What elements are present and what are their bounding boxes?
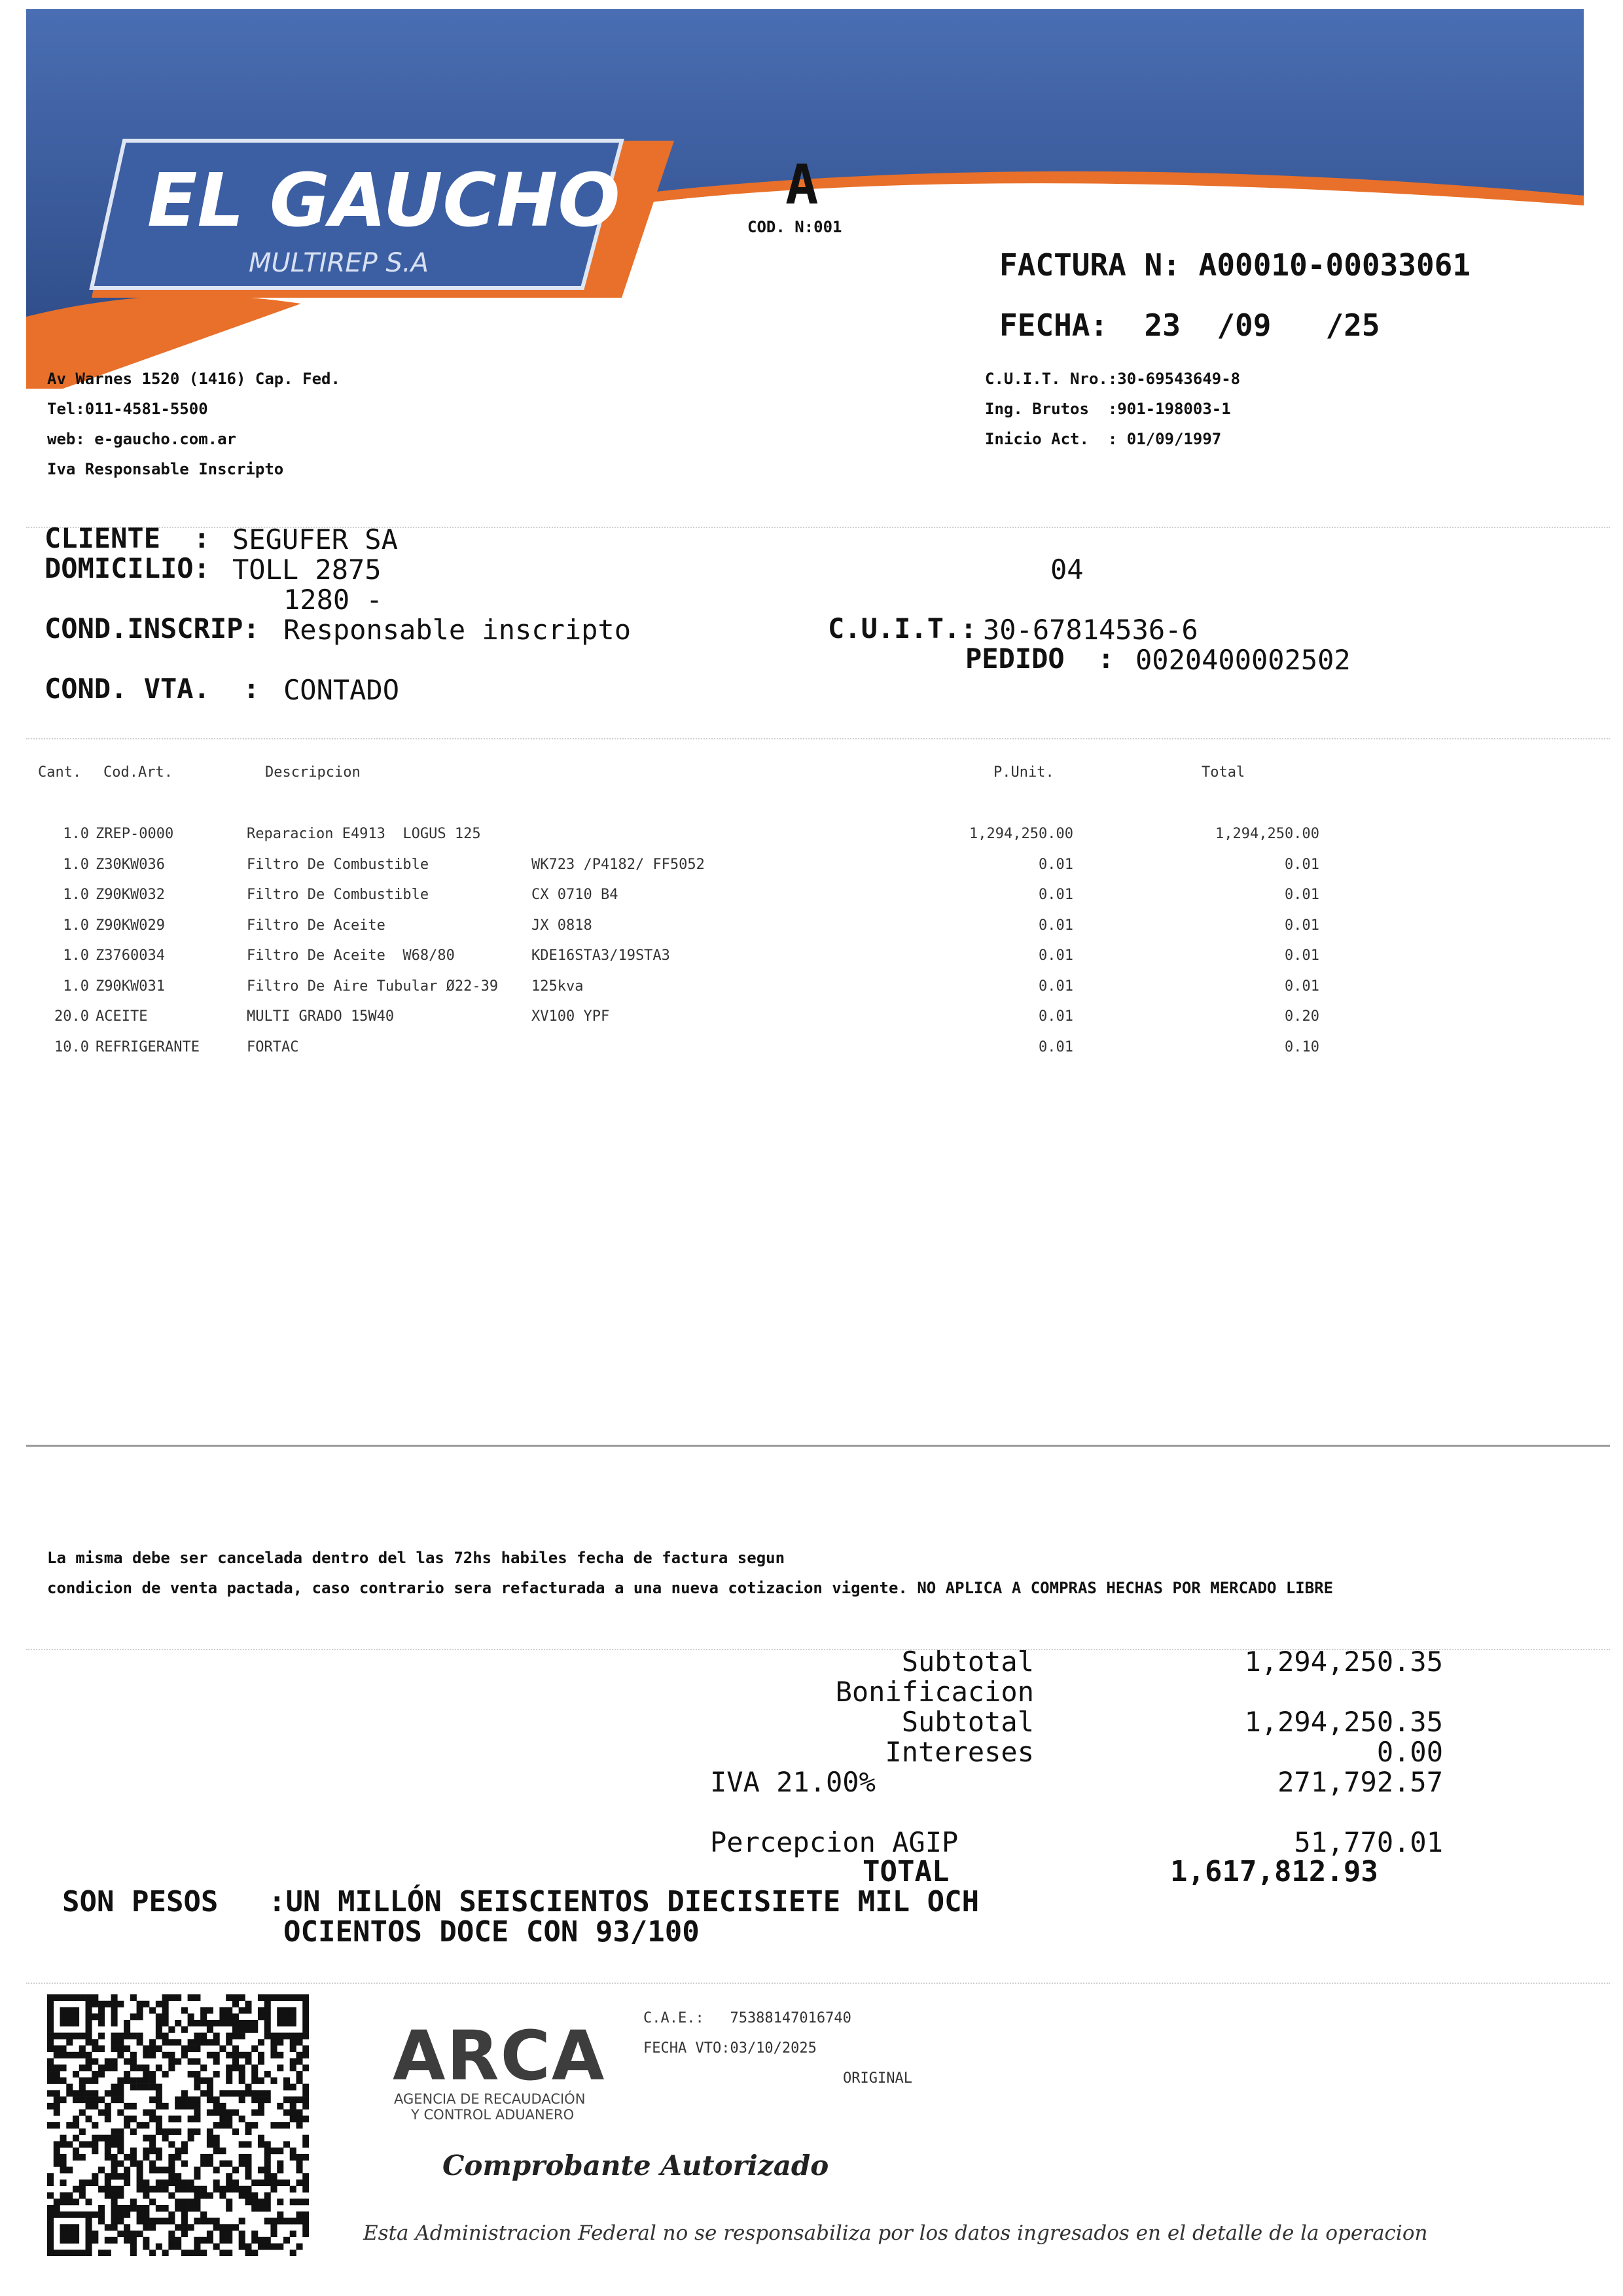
- table-cell-punit: 0.01: [1039, 856, 1073, 873]
- company-address: Av Warnes 1520 (1416) Cap. Fed.: [47, 370, 340, 388]
- percepcion-label: Percepcion AGIP: [710, 1826, 959, 1858]
- total-label: TOTAL: [863, 1855, 950, 1888]
- iva-value: 271,792.57: [1277, 1766, 1443, 1798]
- arca-subtitle-1: AGENCIA DE RECAUDACIÓN: [394, 2091, 586, 2107]
- invoice-cod: COD. N:001: [747, 218, 842, 236]
- company-inicio-act: Inicio Act. : 01/09/1997: [985, 430, 1222, 448]
- table-cell-punit: 0.01: [1039, 1038, 1073, 1055]
- col-header-cant: Cant.: [38, 764, 82, 781]
- table-cell-cant: 1.0: [63, 947, 89, 964]
- table-cell-punit: 0.01: [1039, 1008, 1073, 1025]
- table-cell-cant: 1.0: [63, 887, 89, 903]
- table-cell-total: 1,294,250.00: [1215, 826, 1319, 842]
- table-cell-punit: 0.01: [1039, 887, 1073, 903]
- bonificacion-label: Bonificacion: [835, 1676, 1034, 1708]
- cliente-value: SEGUFER SA: [232, 523, 398, 556]
- divider: [26, 1983, 1610, 1984]
- table-cell-total: 0.01: [1285, 856, 1319, 873]
- table-cell-cod: Z90KW029: [96, 917, 165, 934]
- cond-inscrip-value: Responsable inscripto: [283, 614, 632, 646]
- client-cuit-value: 30-67814536-6: [983, 614, 1198, 646]
- payment-notice-line1: La misma debe ser cancelada dentro del las 72hs habiles fecha de factura segun: [47, 1549, 785, 1567]
- factura-number: FACTURA N: A00010-00033061: [999, 247, 1471, 283]
- divider: [26, 1445, 1610, 1447]
- company-tel: Tel:011-4581-5500: [47, 400, 208, 418]
- domicilio-value: TOLL 2875: [232, 554, 382, 586]
- table-cell-ref: 125kva: [531, 978, 584, 995]
- table-cell-cant: 1.0: [63, 917, 89, 934]
- table-cell-total: 0.01: [1285, 978, 1319, 995]
- table-cell-cant: 20.0: [54, 1008, 89, 1025]
- table-cell-desc: Filtro De Combustible: [247, 856, 429, 873]
- table-cell-total: 0.01: [1285, 887, 1319, 903]
- table-cell-ref: CX 0710 B4: [531, 887, 618, 903]
- company-web: web: e-gaucho.com.ar: [47, 430, 236, 448]
- iva-label: IVA 21.00%: [710, 1766, 876, 1798]
- table-cell-cant: 1.0: [63, 826, 89, 842]
- table-cell-ref: XV100 YPF: [531, 1008, 610, 1025]
- table-cell-desc: Filtro De Aire Tubular Ø22-39: [247, 978, 499, 995]
- table-cell-cant: 10.0: [54, 1038, 89, 1055]
- total-value: 1,617,812.93: [1170, 1855, 1378, 1888]
- son-pesos-label: SON PESOS: [62, 1885, 219, 1918]
- client-cuit-label: C.U.I.T.:: [828, 612, 977, 645]
- table-cell-desc: Reparacion E4913 LOGUS 125: [247, 826, 481, 842]
- table-cell-total: 0.10: [1285, 1038, 1319, 1055]
- logo-sub-text: MULTIREP S.A: [249, 248, 429, 278]
- cliente-label: CLIENTE :: [45, 522, 210, 554]
- table-cell-cant: 1.0: [63, 978, 89, 995]
- company-logo: [85, 134, 687, 311]
- pedido-label: PEDIDO :: [965, 643, 1115, 675]
- table-cell-total: 0.01: [1285, 947, 1319, 964]
- col-header-punit: P.Unit.: [993, 764, 1054, 781]
- invoice-letter: A: [785, 152, 819, 217]
- table-cell-cod: Z90KW031: [96, 978, 165, 995]
- table-cell-desc: FORTAC: [247, 1038, 299, 1055]
- cond-vta-label: COND. VTA. :: [45, 673, 260, 705]
- table-cell-cod: Z3760034: [96, 947, 165, 964]
- pedido-value: 0020400002502: [1135, 644, 1351, 676]
- table-cell-cod: Z90KW032: [96, 887, 165, 903]
- company-cuit: C.U.I.T. Nro.:30-69543649-8: [985, 370, 1241, 388]
- codigo-postal: 1280 -: [283, 584, 383, 616]
- table-cell-ref: JX 0818: [531, 917, 592, 934]
- logo-main-text: EL GAUCHO: [147, 158, 620, 243]
- col-header-total: Total: [1202, 764, 1245, 781]
- original-copy-label: ORIGINAL: [843, 2070, 912, 2087]
- table-cell-desc: Filtro De Combustible: [247, 887, 429, 903]
- subtotal-value: 1,294,250.35: [1244, 1646, 1443, 1678]
- arca-logo: ARCA: [393, 2016, 606, 2096]
- subtotal-label: Subtotal: [901, 1646, 1034, 1678]
- table-cell-punit: 1,294,250.00: [969, 826, 1073, 842]
- table-cell-desc: Filtro De Aceite W68/80: [247, 947, 455, 964]
- arca-disclaimer: Esta Administracion Federal no se responsabiliza por los datos ingresados en el detalle de la operacion: [363, 2221, 1428, 2245]
- table-cell-punit: 0.01: [1039, 978, 1073, 995]
- percepcion-value: 51,770.01: [1294, 1826, 1443, 1858]
- intereses-value: 0.00: [1376, 1736, 1443, 1768]
- domicilio-extra: 04: [1050, 554, 1084, 586]
- domicilio-label: DOMICILIO:: [45, 552, 210, 584]
- subtotal-value-2: 1,294,250.35: [1244, 1706, 1443, 1738]
- table-cell-cod: REFRIGERANTE: [96, 1038, 200, 1055]
- subtotal-label-2: Subtotal: [901, 1706, 1034, 1738]
- table-cell-desc: Filtro De Aceite: [247, 917, 385, 934]
- cae-fecha-vto: FECHA VTO:03/10/2025: [643, 2040, 817, 2057]
- company-iva: Iva Responsable Inscripto: [47, 460, 284, 478]
- comprobante-autorizado: Comprobante Autorizado: [442, 2149, 829, 2181]
- col-header-cod: Cod.Art.: [103, 764, 173, 781]
- payment-notice-line2: condicion de venta pactada, caso contrario sera refacturada a una nueva cotizacion vigente. NO APLICA A COMPRAS HECHAS POR MERCADO LIBRE: [47, 1579, 1334, 1597]
- table-cell-punit: 0.01: [1039, 917, 1073, 934]
- table-cell-total: 0.01: [1285, 917, 1319, 934]
- cae-number: C.A.E.: 75388147016740: [643, 2010, 851, 2026]
- table-cell-cod: ZREP-0000: [96, 826, 174, 842]
- cond-inscrip-label: COND.INSCRIP:: [45, 612, 260, 645]
- arca-subtitle-2: Y CONTROL ADUANERO: [411, 2107, 575, 2123]
- table-cell-ref: KDE16STA3/19STA3: [531, 947, 670, 964]
- company-ing-brutos: Ing. Brutos :901-198003-1: [985, 400, 1231, 418]
- invoice-date: FECHA: 23 /09 /25: [999, 308, 1380, 343]
- col-header-desc: Descripcion: [265, 764, 361, 781]
- divider: [26, 738, 1610, 739]
- son-pesos-line2: OCIENTOS DOCE CON 93/100: [283, 1915, 700, 1949]
- intereses-label: Intereses: [885, 1736, 1034, 1768]
- table-cell-cant: 1.0: [63, 856, 89, 873]
- table-cell-total: 0.20: [1285, 1008, 1319, 1025]
- son-pesos-line1: :UN MILLÓN SEISCIENTOS DIECISIETE MIL OCH: [268, 1885, 980, 1918]
- table-cell-desc: MULTI GRADO 15W40: [247, 1008, 395, 1025]
- table-cell-punit: 0.01: [1039, 947, 1073, 964]
- table-cell-ref: WK723 /P4182/ FF5052: [531, 856, 705, 873]
- table-cell-cod: ACEITE: [96, 1008, 148, 1025]
- table-cell-cod: Z30KW036: [96, 856, 165, 873]
- cond-vta-value: CONTADO: [283, 674, 400, 706]
- qr-code: [47, 1994, 309, 2256]
